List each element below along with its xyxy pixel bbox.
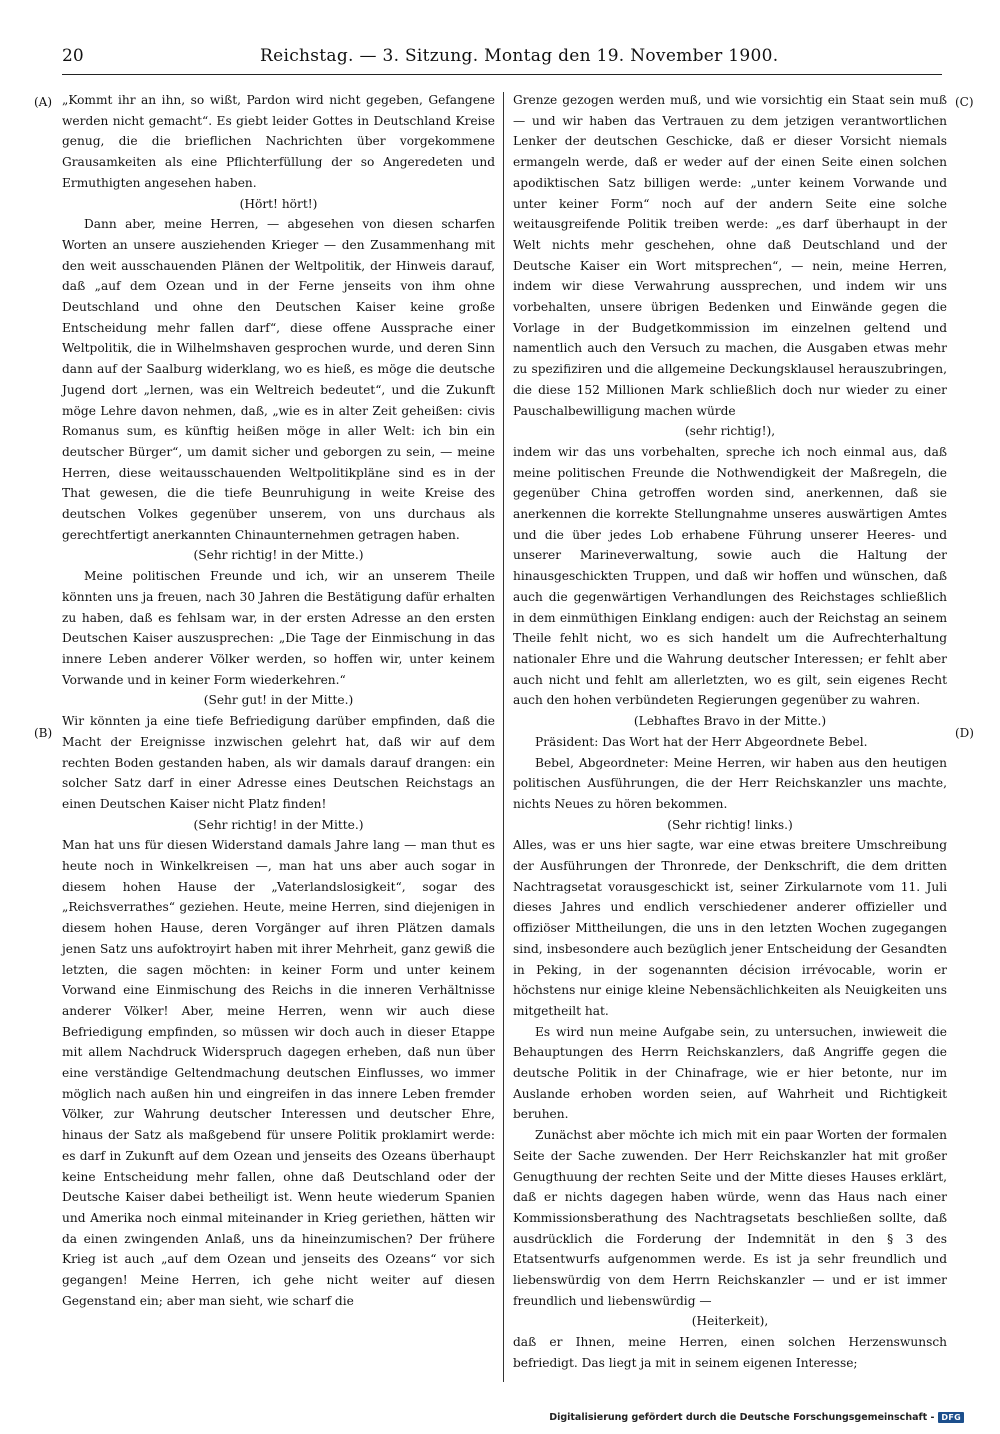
reaction-line: (Lebhaftes Bravo in der Mitte.) (633, 714, 827, 729)
paragraph: Meine politischen Freunde und ich, wir an unserem Theile könnten uns ja freuen, nach 30 Jahren die Bestätigung dafür erhalten zu haben, daß es fehlsam war, in der ersten Adresse an den ersten Deutschen Kaiser auszusprechen: „Die Tage der Einmischung in das innere Leben anderer Völker werden, so hoffen wir, unter keinem Vorwande und in keiner Form wiederkehren.“ (62, 569, 495, 687)
margin-mark-b: (B) (34, 726, 53, 740)
paragraph: Grenze gezogen werden muß, und wie vorsichtig ein Staat sein muß — und wir haben das Vertrauen zu dem jetzigen verantwortlichen Lenker der deutschen Geschicke, daß er dieser Vorsicht niemals ermangeln werde, daß er weder auf der einen Seite einen solchen apodiktischen Satz billigen werde: „unter keinem Vorwande und unter keiner Form“ noch auf der andern Seite eine solche weitausgreifende Politik treiben werde: „es darf überhaupt in der Welt nichts mehr geschehen, ohne daß Deutschland und der Deutsche Kaiser ein Wort mitsprechen“, — nein, meine Herren, indem wir diese Verwahrung aussprechen, und indem wir uns vorbehalten, unsere übrigen Bedenken und Einwände gegen die Vorlage in der Budgetkommission im einzelnen geltend und namentlich auch den Versuch zu machen, die Ausgaben etwas mehr zu spezifiziren und die allgemeine Deckungsklausel herauszubringen, die diese 152 Millionen Mark schließlich doch nur wieder zu einer Pauschalbewilligung machen würde (513, 93, 947, 418)
paragraph: Zunächst aber möchte ich mich mit ein paar Worten der formalen Seite der Sache zuwenden. Der Herr Reichskanzler hat mit großer Genugthuung der rechten Seite und der Mitte dieses Hauses erklärt, daß er nichts dagegen haben würde, wenn das Haus nach einer Kommissionsberathung des Nachtragsetats beschließen sollte, daß ausdrücklich die Forderung der Indemnität in den § 3 des Etatsentwurfs aufgenommen werde. Es ist ja sehr freundlich und liebenswürdig von dem Herrn Reichskanzler — und er ist immer freundlich und liebenswürdig — (513, 1128, 947, 1308)
page-number: 20 (62, 46, 84, 66)
left-column (62, 90, 495, 1390)
paragraph: Es wird nun meine Aufgabe sein, zu untersuchen, inwieweit die Behauptungen des Herrn Reichskanzlers, daß Angriffe gegen die deutsche Politik in der Chinafrage, wie er hier betonte, nur im Auslande erhoben worden seien, auf Wahrheit und Richtigkeit beruhen. (513, 1024, 947, 1122)
running-title: Reichstag. — 3. Sitzung. Montag den 19. November 1900. (260, 46, 779, 66)
reaction-line: (Sehr richtig! in der Mitte.) (193, 548, 364, 563)
paragraph: Dann aber, meine Herren, — abgesehen von diesen scharfen Worten an unsere ausziehenden Krieger — den Zusammenhang mit den weit ausschauenden Plänen der Weltpolitik, der Hinweis darauf, daß „auf dem Ozean und in der Ferne jenseits von ihm ohne Deutschland und ohne den Deutschen Kaiser keine große Entscheidung mehr fallen darf“, diese offene Aussprache einer Weltpolitik, die in Wilhelmshaven gesprochen wurde, und deren Sinn dann auf der Saalburg widerklang, wo es hieß, es möge die deutsche Jugend dort „lernen, was ein Weltreich bedeutet“, und die Zukunft möge Lehre davon nehmen, daß, „wie es in alter Zeit geheißen: civis Romanus sum, es künftig heißen möge in aller Welt: ich bin ein deutscher Bürger“, um damit sicher und geborgen zu sein, — meine Herren, diese weitausschauenden Weltpolitikpläne sind es in der That gewesen, die die tiefe Beunruhigung in weite Kreise des deutschen Volkes gegenüber unserem, von uns durchaus als gerechtfertigt anerkannten Chinaunternehmen getragen haben. (62, 217, 495, 542)
paragraph: Man hat uns für diesen Widerstand damals Jahre lang — man thut es heute noch in Winkelkreisen —, man hat uns aber auch sogar in diesem hohen Hause der „Vaterlandslosigkeit“, sogar des „Reichsverrathes“ geziehen. Heute, meine Herren, sind diejenigen in diesem hohen Hause, deren Vorgänger auf ihren Plätzen damals jenen Satz uns aufoktroyirt haben mit ihrer Mehrheit, ganz gewiß die letzten, die sagen möchten: in keiner Form und unter keinem Vorwand eine Einmischung des Reichs in die inneren Verhältnisse anderer Völker! Aber, meine Herren, wenn wir auch diese Befriedigung empfinden, so müssen wir doch auch in dieser Etappe mit allem Nachdruck Widerspruch dagegen erheben, daß nun über eine verständige Geltendmachung deutschen Einflusses, wo immer möglich nach außen hin und eingreifen in das innere Leben fremder Völker, zur Wahrung deutscher Interessen und deutscher Ehre, hinaus der Satz als maßgebend für unsere Politik proklamirt werde: es darf in Zukunft auf dem Ozean und jenseits des Ozeans überhaupt keine Entscheidung mehr fallen, ohne daß Deutschland oder der Deutsche Kaiser dabei betheiligt ist. Wenn heute wiederum Spanien und Amerika noch einmal miteinander in Krieg geriethen, hätten wir da einen zwingenden Anlaß, uns da hineinzumischen? Der frühere Krieg ist auch „auf dem Ozean und jenseits des Ozeans“ vor sich gegangen! Meine Herren, ich gehe nicht weiter auf diesen Gegenstand ein; aber man sieht, wie scharf die (62, 838, 495, 1308)
speaker-paragraph: Bebel, Abgeordneter: Meine Herren, wir haben aus den heutigen politischen Ausführungen, die der Herr Reichskanzler uns machte, nichts Neues zu hören bekommen. (513, 755, 947, 811)
reaction-line: (Sehr richtig! links.) (667, 817, 793, 832)
margin-mark-a: (A) (34, 95, 53, 109)
speaker-paragraph: Präsident: Das Wort hat der Herr Abgeordnete Bebel. (535, 734, 868, 749)
paragraph: „Kommt ihr an ihn, so wißt, Pardon wird nicht gegeben, Gefangene werden nicht gemacht“. Es giebt leider Gottes in Deutschland Kreise genug, die die brieflichen Nachrichten über vorgekommene Grausamkeiten als eine Pflichterfüllung der so Angeredeten und Ermuthigten angesehen haben. (62, 93, 495, 190)
paragraph: indem wir das uns vorbehalten, spreche ich noch einmal aus, daß meine politischen Freunde die Nothwendigkeit der Maßregeln, die gegenüber China getroffen worden sind, anerkennen, daß sie anerkennen die korrekte Stellungnahme unseres auswärtigen Amtes und die über jedes Lob erhabene Führung unserer Heeres- und unserer Marineverwaltung, sowie auch die Haltung der hinausgeschickten Truppen, und daß wir hoffen und wünschen, daß auch die gegenwärtigen Verhandlungen des Reichstages schließlich in dem einmüthigen Einklang endigen: auch der Reichstag an seinem Theile fehlt nicht, wo es sich handelt um die Aufrechterhaltung nationaler Ehre und die Wahrung deutscher Interessen; er fehlt aber auch nicht und fehlt am allerletzten, wo es gilt, sein eigenes Recht auch den hohen verbündeten Regierungen gegenüber zu wahren. (513, 444, 947, 708)
paragraph: daß er Ihnen, meine Herren, einen solchen Herzenswunsch befriedigt. Das liegt ja mit in seinem eigenen Interesse; (513, 1335, 947, 1370)
column-divider (503, 92, 504, 1382)
paragraph: Wir könnten ja eine tiefe Befriedigung darüber empfinden, daß die Macht der Ereignisse inzwischen gelehrt hat, daß wir auf dem rechten Boden gestanden haben, als wir damals darauf drangen: ein solcher Satz darf in einer Adresse eines Deutschen Reichstags an einen Deutschen Kaiser nicht Platz finden! (62, 714, 495, 811)
right-column (513, 90, 947, 1390)
margin-mark-d: (D) (955, 726, 974, 740)
dfg-logo: DFG (938, 1412, 964, 1423)
margin-mark-c: (C) (955, 95, 974, 109)
reaction-line: (Sehr richtig! in der Mitte.) (193, 817, 364, 832)
page-header (62, 44, 942, 75)
paragraph: Alles, was er uns hier sagte, war eine etwas breitere Umschreibung der Ausführungen der Thronrede, der Denkschrift, die dem dritten Nachtragsetat vorausgeschickt ist, seiner Zirkularnote vom 11. Juli dieses Jahres und endlich verschiedener anderer offizieller und offiziöser Mittheilungen, die uns in den letzten Wochen zugegangen sind, insbesondere auch bezüglich jener Entscheidung der Gesandten in Peking, in der sogenannten décision irrévocable, worin er höchstens nur einige kleine Nebensächlichkeiten als Neuigkeiten uns mitgetheilt hat. (513, 838, 947, 1018)
reaction-line: (Sehr gut! in der Mitte.) (203, 693, 354, 708)
reaction-line: (Hört! hört!) (239, 196, 318, 211)
digitization-credit (549, 1412, 964, 1423)
credit-text: Digitalisierung gefördert durch die Deutsche Forschungsgemeinschaft - (549, 1412, 935, 1423)
reaction-line: (sehr richtig!), (684, 424, 776, 439)
reaction-line: (Heiterkeit), (691, 1314, 769, 1329)
